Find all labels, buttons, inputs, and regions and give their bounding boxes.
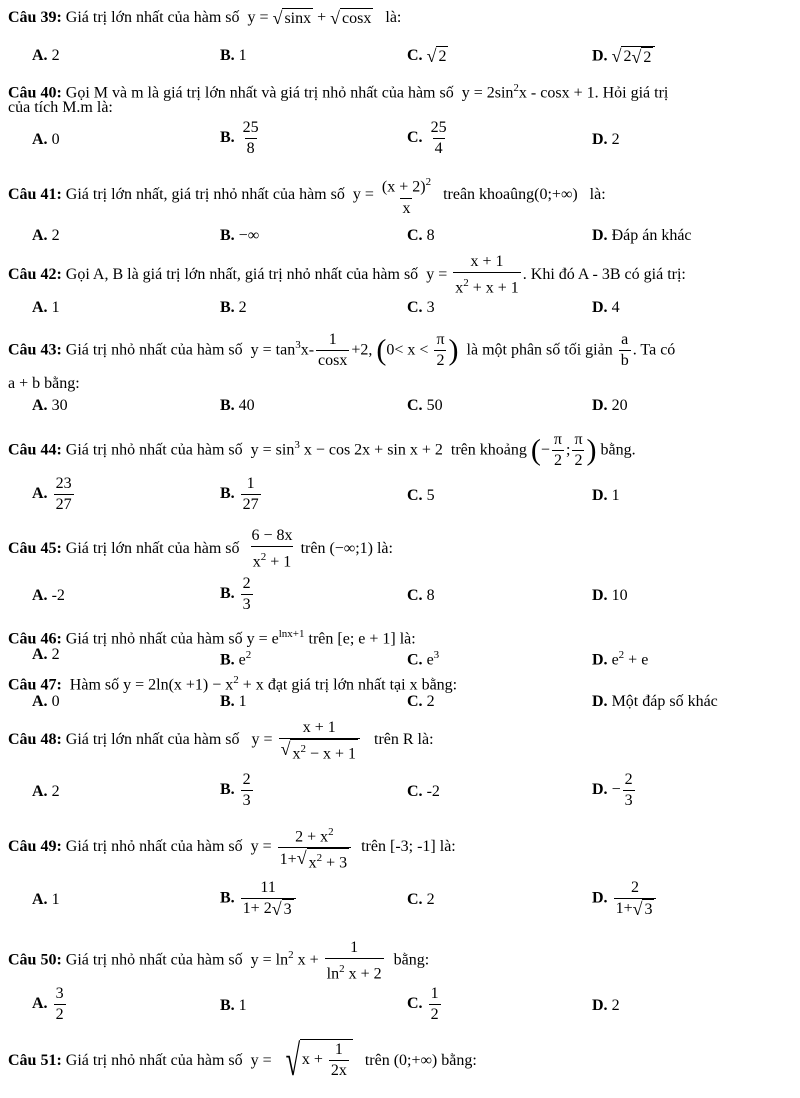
question-label: Câu 49: [8, 838, 62, 855]
q45-option-b: B. $\frac{2}{3}$ [220, 575, 251, 613]
q44-option-c: C. 5 [407, 487, 435, 504]
question-tail: trên R là: [374, 731, 434, 748]
q42-option-a: A. 1 [32, 299, 60, 316]
question-46-stem: Câu 46: Giá trị nhỏ nhất của hàm số $y = e^{lnx+1}$ trên [e; e + 1] là: [8, 628, 416, 648]
q47-option-d: D. Một đáp số khác [592, 693, 718, 710]
question-tail: đạt giá trị lớn nhất tại x bằng: [267, 676, 458, 694]
question-text: Hàm số [69, 676, 120, 694]
q39-option-d: D. √ 2 √ 2 [592, 46, 655, 67]
q41-option-d: D. Đáp án khác [592, 227, 692, 244]
q49-option-a: A. 1 [32, 891, 60, 908]
question-label: Câu 51: [8, 1052, 62, 1069]
question-text: Gọi M và m là giá trị lớn nhất và giá trị nhỏ nhất của hàm số [65, 84, 454, 102]
question-label: Câu 42: [8, 265, 62, 283]
question-mid: trên [300, 539, 326, 557]
q46-option-a: A. 2 [32, 646, 60, 663]
question-40-line2: của tích M.m là: [8, 99, 113, 116]
q39-option-a: A. 2 [32, 47, 60, 64]
q45-option-a: A. -2 [32, 587, 65, 604]
q43-option-b: B. 40 [220, 397, 255, 414]
question-text: Giá trị nhỏ nhất của hàm số [65, 441, 243, 459]
question-44-stem: Câu 44: Giá trị nhỏ nhất của hàm số $y = \sin^3 x - \cos 2x + \sin x + 2$ trên khoảng (− $\frac{\pi}{2}$ ; $\frac{\pi}{2}$ ) bằng. [8, 431, 636, 470]
question-label: Câu 48: [8, 731, 62, 748]
question-tail: là: [589, 186, 606, 203]
q49-option-c: C. 2 [407, 891, 435, 908]
question-tail: là: [376, 539, 393, 557]
q45-option-c: C. 8 [407, 587, 435, 604]
q45-option-d: D. 10 [592, 587, 628, 604]
q49-option-b: B. 11 1+ 2 √ 3 [220, 878, 298, 919]
q47-option-b: B. 1 [220, 693, 247, 710]
q47-option-a: A. 0 [32, 693, 60, 710]
question-label: Câu 41: [8, 186, 62, 203]
fraction-q42: $\frac{x + 1}{x^2 + x + 1}$ [455, 253, 519, 297]
q44-option-b: B. $\frac{1}{27}$ [220, 475, 259, 513]
question-text: Giá trị lớn nhất của hàm số [65, 539, 240, 557]
question-text: Giá trị nhỏ nhất của hàm số [65, 1052, 243, 1069]
question-mid: là một phân số tối giản [466, 341, 613, 359]
question-47-stem: Câu 47: Hàm số $y = 2\ln(x +1) - x^2 + x$ đạt giá trị lớn nhất tại x bằng: [8, 674, 458, 694]
question-50-stem: Câu 50: Giá trị nhỏ nhất của hàm số $y = \ln^2 x$ + $\frac{1}{\ln^2 x + 2}$ bằng: [8, 938, 430, 982]
question-mid: treân khoaûng [443, 186, 535, 203]
q48-option-a: A. 2 [32, 783, 60, 800]
q43-option-a: A. 30 [32, 397, 68, 414]
q41-option-a: A. 2 [32, 227, 60, 244]
sqrt-sinx: √ sinx [272, 8, 312, 29]
fraction-q41: $\frac{(x + 2)^2}{x}$ [381, 176, 432, 217]
q43-option-d: D. 20 [592, 397, 628, 414]
question-label: Câu 47: [8, 676, 62, 694]
question-label: Câu 46: [8, 630, 62, 648]
question-label: Câu 43: [8, 341, 62, 359]
question-text: Giá trị nhỏ nhất của hàm số [65, 838, 243, 855]
question-text: Giá trị lớn nhất của hàm số [65, 731, 240, 748]
q50-option-c: C. $\frac{1}{2}$ [407, 985, 439, 1023]
question-49-stem: Câu 49: Giá trị nhỏ nhất của hàm số y = $2 + x^2$ 1+ √ $x^2 + 3$ trên [-3; -1] là: [8, 826, 456, 872]
question-label: Câu 50: [8, 951, 62, 969]
question-text: Giá trị nhỏ nhất của hàm số [65, 951, 243, 969]
q40-option-c: C. $\frac{25}{4}$ [407, 119, 447, 157]
question-40-stem: Câu 40: Gọi M và m là giá trị lớn nhất và giá trị nhỏ nhất của hàm số $y = 2\sin^2x - \cos x + 1$. Hỏi giá trị [8, 82, 669, 102]
sqrt-cosx: √ cosx [330, 8, 372, 29]
q43-option-c: C. 50 [407, 397, 443, 414]
q50-option-d: D. 2 [592, 997, 620, 1014]
question-39-stem: Câu 39: Giá trị lớn nhất của hàm số y = √ sinx + √ cosx là: [8, 8, 402, 29]
question-mid: trên [364, 1052, 390, 1069]
question-tail: trên [-3; -1] là: [361, 838, 456, 855]
q48-option-b: B. $\frac{2}{3}$ [220, 771, 251, 809]
q39-option-b: B. 1 [220, 47, 247, 64]
question-text: Gọi A, B là giá trị lớn nhất, giá trị nhỏ nhất của hàm số [65, 265, 419, 283]
q47-option-c: C. 2 [407, 693, 435, 710]
question-label: Câu 45: [8, 539, 62, 557]
q50-option-a: A. $\frac{3}{2}$ [32, 985, 64, 1023]
q50-option-b: B. 1 [220, 997, 247, 1014]
q39-option-c: C. √ 2 [407, 46, 447, 67]
q46-option-c: C. $e^3$ [407, 649, 440, 669]
question-43-line2: a + b bằng: [8, 375, 80, 392]
q48-option-c: C. -2 [407, 783, 440, 800]
question-43-stem: Câu 43: Giá trị nhỏ nhất của hàm số $y = \tan^3x-$ $\frac{1}{\cos x}$ +2, (0< x < $\frac{\pi}{2}$ ) là một phân số tối giản $\frac{a}{b}$ . Ta có [8, 331, 676, 370]
question-tail: bằng: [393, 951, 430, 969]
question-51-stem: Câu 51: Giá trị nhỏ nhất của hàm số y = √ x + $\frac{1}{2x}$ trên (0;+∞) bằng: [8, 1036, 477, 1086]
q40-option-b: B. $\frac{25}{8}$ [220, 119, 259, 157]
q40-option-d: D. 2 [592, 131, 620, 148]
q42-option-b: B. 2 [220, 299, 247, 316]
question-label: Câu 44: [8, 441, 62, 459]
q44-option-a: A. $\frac{23}{27}$ [32, 475, 72, 513]
q48-option-d: D. − $\frac{2}{3}$ [592, 771, 633, 809]
question-text: Giá trị lớn nhất, giá trị nhỏ nhất của hàm số [65, 186, 345, 203]
q49-option-d: D. 2 1+ √ 3 [592, 878, 658, 919]
q42-option-c: C. 3 [407, 299, 435, 316]
q41-option-b: B. −∞ [220, 227, 260, 244]
question-tail: . Khi đó A - 3B có giá trị: [522, 265, 686, 283]
q41-option-c: C. 8 [407, 227, 435, 244]
q44-option-d: D. 1 [592, 487, 620, 504]
q46-option-b: B. $e^2$ [220, 649, 252, 669]
question-mid: trên khoảng [450, 441, 527, 459]
question-42-stem: Câu 42: Gọi A, B là giá trị lớn nhất, giá trị nhỏ nhất của hàm số y = $\frac{x + 1}{x^2 + x + 1}$ . Khi đó A - 3B có giá trị: [8, 253, 686, 297]
q46-option-d: D. $e^2 + e$ [592, 649, 649, 669]
q40-option-a: A. 0 [32, 131, 60, 148]
question-tail: . Ta có [632, 341, 676, 359]
question-41-stem: Câu 41: Giá trị lớn nhất, giá trị nhỏ nhất của hàm số y = $\frac{(x + 2)^2}{x}$ treân khoaûng(0;+∞) là: [8, 172, 606, 219]
question-tail: bằng. [600, 441, 636, 459]
question-text: Giá trị lớn nhất của hàm số [65, 9, 240, 26]
question-tail: là: [385, 9, 402, 26]
question-48-stem: Câu 48: Giá trị lớn nhất của hàm số y = x + 1 √ $x^2 - x + 1$ trên R là: [8, 718, 434, 762]
question-tail: bằng: [441, 1052, 477, 1069]
question-45-stem: Câu 45: Giá trị lớn nhất của hàm số $\frac{6 - 8x}{x^2 + 1}$ trên (−∞;1) là: [8, 527, 393, 571]
question-text: Giá trị nhỏ nhất của hàm số [65, 630, 243, 648]
question-mid: trên [e; e + 1] là: [308, 630, 416, 648]
question-tail: Hỏi giá trị [602, 84, 669, 102]
question-label: Câu 40: [8, 84, 62, 102]
question-text: Giá trị nhỏ nhất của hàm số [65, 341, 243, 359]
question-label: Câu 39: [8, 9, 62, 26]
q42-option-d: D. 4 [592, 299, 620, 316]
